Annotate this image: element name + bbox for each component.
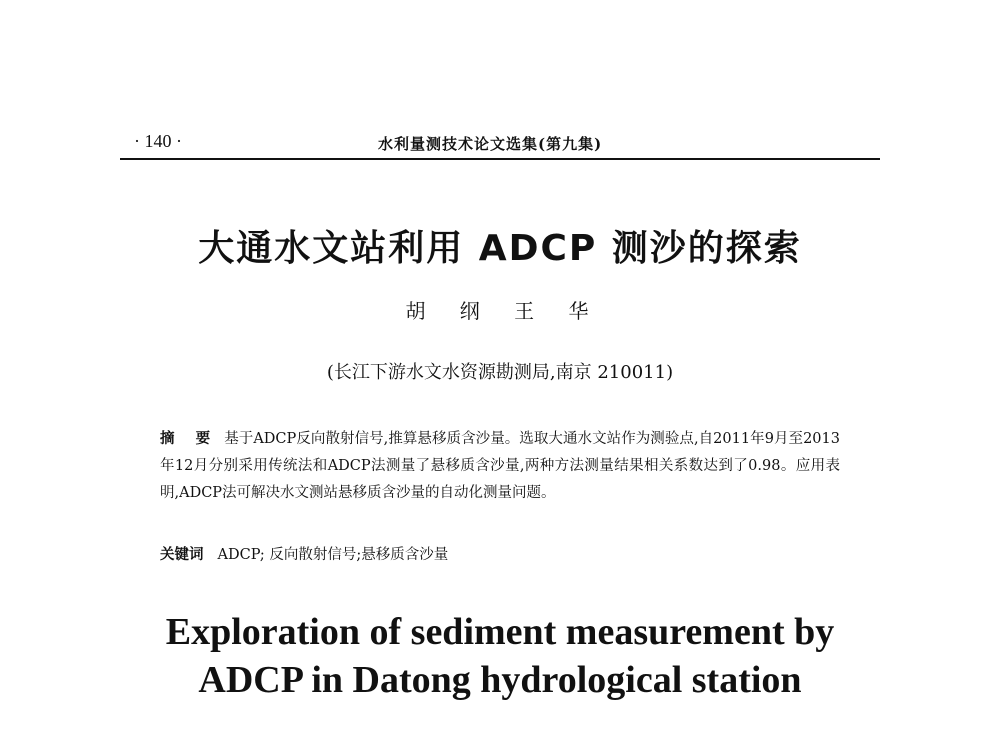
affiliation: (长江下游水文水资源勘测局,南京 210011) (326, 362, 674, 383)
abstract-label: 摘 要 (160, 431, 219, 447)
keywords (160, 543, 840, 564)
authors: 胡 纲 王 华 (405, 299, 595, 323)
chinese-title: 大通水文站利用 ADCP 测沙的探索 (198, 228, 802, 269)
keywords-text: ADCP; 反向散射信号;悬移质含沙量 (217, 547, 449, 563)
page-number: · 140 · (134, 131, 182, 151)
english-title-line-2: ADCP in Datong hydrological station (198, 659, 802, 701)
header-rule (120, 158, 880, 160)
running-title: 水利量测技术论文选集(第九集) (378, 135, 603, 153)
english-title-line-1: Exploration of sediment measurement by (165, 611, 835, 653)
abstract-text: 基于ADCP反向散射信号,推算悬移质含沙量。选取大通水文站作为测验点,自2011年9月至2013年12月分别采用传统法和ADCP法测量了悬移质含沙量,两种方法测量结果相关系数达到了0.98。应用表明,ADCP法可解决水文测站悬移质含沙量的自动化测量问题。 (160, 431, 840, 501)
keywords-label: 关键词 (160, 547, 204, 563)
english-title (0, 608, 1000, 704)
abstract (160, 426, 840, 507)
